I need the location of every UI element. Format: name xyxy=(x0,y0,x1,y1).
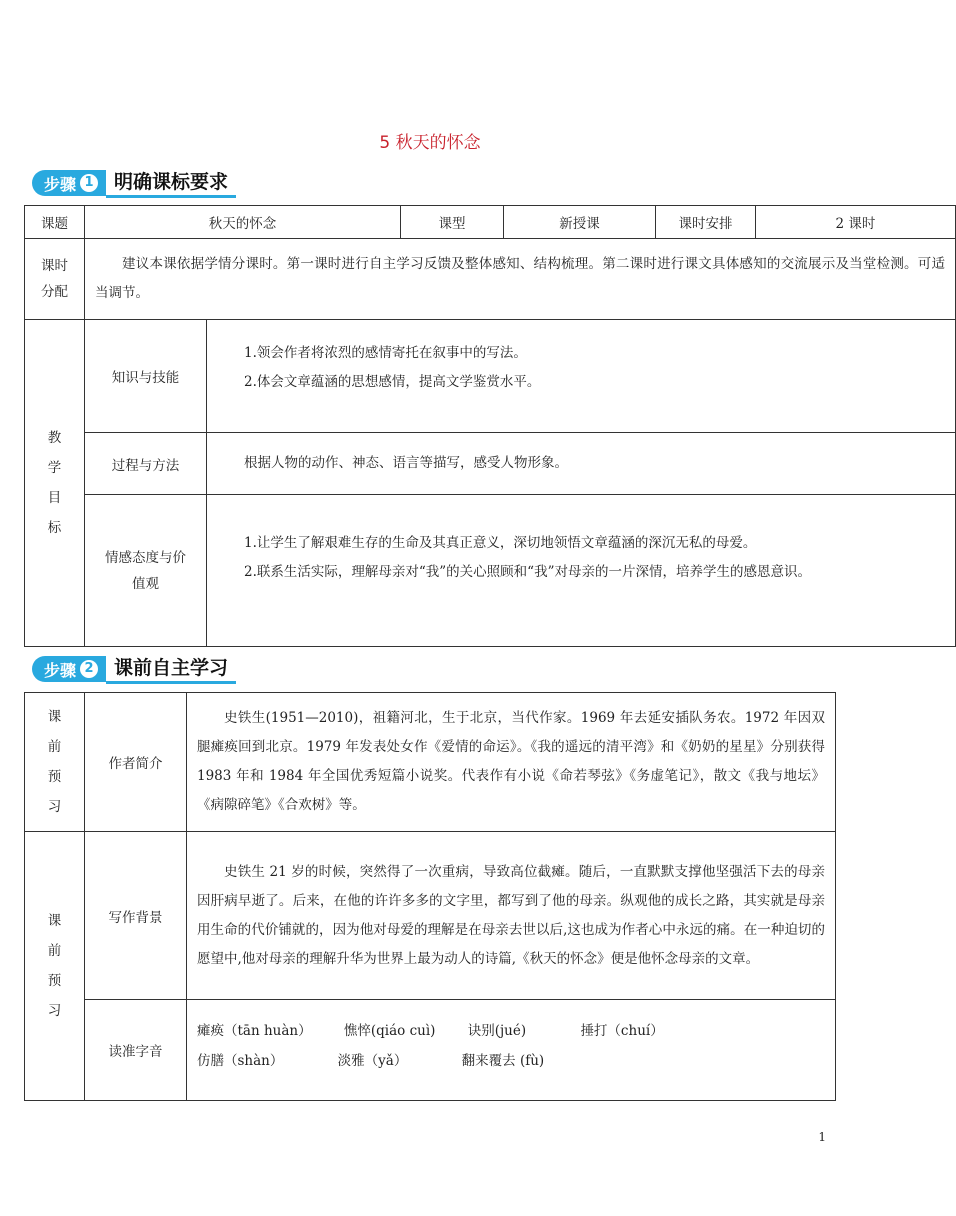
cell-pronounce-list xyxy=(187,1000,836,1101)
cell-schedule-label: 课时安排 xyxy=(656,206,756,239)
step-badge xyxy=(32,170,106,196)
table-row xyxy=(25,495,956,647)
goal-line: 2.联系生活实际，理解母亲对“我”的关心照顾和“我”对母亲的一片深情，培养学生的感恩意识。 xyxy=(244,563,811,580)
pronounce-item: 诀别(jué) xyxy=(467,1023,527,1039)
goal-line: 1.领会作者将浓烈的感情寄托在叙事中的写法。 xyxy=(244,345,527,361)
pronounce-item: 瘫痪（tān huàn） xyxy=(197,1023,312,1039)
step-number: 2 xyxy=(80,660,98,678)
pronounce-line xyxy=(197,1046,825,1076)
cell-background-label: 写作背景 xyxy=(85,832,187,1000)
cell-author-text: 史铁生(1951—2010)，祖籍河北，生于北京，当代作家。1969 年去延安插队务农。1972 年因双腿瘫痪回到北京。1979 年发表处女作《爱情的命运》。《我的遥远的清平湾》和《奶奶的星星》分别获得 1983 年和 1984 年全国优秀短篇小说奖。代表作有小说《命若琴弦》《务虚笔记》，散文《我与地坛》《病隙碎笔》《合欢树》等。 xyxy=(187,693,836,832)
table-row xyxy=(25,433,956,495)
cell-pronounce-label: 读准字音 xyxy=(85,1000,187,1101)
label-line: 课时 xyxy=(41,258,68,274)
goal-line: 2.体会文章蕴涵的思想感情，提高文学鉴赏水平。 xyxy=(244,374,541,390)
pronounce-item: 憔悴(qiáo cuì) xyxy=(343,1023,436,1039)
label-char: 前 xyxy=(47,943,62,959)
preview-table xyxy=(24,692,836,1101)
label-char: 前 xyxy=(47,739,62,755)
pronounce-item: 翻来覆去 (fù) xyxy=(461,1053,545,1069)
label-char: 标 xyxy=(47,520,62,536)
cell-type-label: 课型 xyxy=(401,206,504,239)
cell-goal-text xyxy=(207,433,956,495)
table-row xyxy=(25,1000,836,1101)
cell-goal-label: 过程与方法 xyxy=(85,433,207,495)
pronounce-line xyxy=(197,1016,825,1046)
pronounce-item: 淡雅（yǎ） xyxy=(337,1053,408,1069)
label-char: 学 xyxy=(47,460,62,476)
curriculum-table xyxy=(24,205,956,647)
cell-topic-label: 课题 xyxy=(25,206,85,239)
cell-allocation-text: 建议本课依据学情分课时。第一课时进行自主学习反馈及整体感知、结构梳理。第二课时进行课文具体感知的交流展示及当堂检测。可适当调节。 xyxy=(85,239,956,320)
step-2-header xyxy=(32,656,236,682)
page-number: 1 xyxy=(818,1130,826,1144)
cell-author-label: 作者简介 xyxy=(85,693,187,832)
label-char: 习 xyxy=(47,799,62,815)
pronounce-item: 仿膳（shàn） xyxy=(197,1053,284,1069)
step-1-header xyxy=(32,170,236,196)
label-line: 分配 xyxy=(41,284,68,300)
step-number: 1 xyxy=(80,174,98,192)
label-char: 教 xyxy=(47,430,62,446)
table-row xyxy=(25,832,836,1000)
pronounce-item: 捶打（chuí） xyxy=(580,1023,664,1039)
cell-topic-value: 秋天的怀念 xyxy=(85,206,401,239)
cell-type-value: 新授课 xyxy=(504,206,656,239)
table-row xyxy=(25,693,836,832)
label-char: 课 xyxy=(47,913,62,929)
step-badge-text: 步骤 xyxy=(44,174,77,194)
cell-goals-label xyxy=(25,320,85,647)
label-char: 习 xyxy=(47,1003,62,1019)
cell-goal-label: 知识与技能 xyxy=(85,320,207,433)
table-row xyxy=(25,320,956,433)
label-char: 预 xyxy=(47,769,62,785)
cell-background-text: 史铁生 21 岁的时候，突然得了一次重病，导致高位截瘫。随后，一直默默支撑他坚强活下去的母亲因肝病早逝了。后来，在他的许许多多的文字里，都写到了他的母亲。纵观他的成长之路，其实就是母亲用生命的代价铺就的，因为他对母爱的理解是在母亲去世以后,这也成为作者心中永远的痛。在一种迫切的愿望中,他对母亲的理解升华为世界上最为动人的诗篇,《秋天的怀念》便是他怀念母亲的文章。 xyxy=(187,832,836,1000)
step-badge-text: 步骤 xyxy=(44,660,77,680)
cell-group-label xyxy=(25,832,85,1101)
cell-goal-label: 情感态度与价值观 xyxy=(85,495,207,647)
table-row xyxy=(25,239,956,320)
goal-line: 1.让学生了解艰难生存的生命及其真正意义，深切地领悟文章蕴涵的深沉无私的母爱。 xyxy=(244,534,757,551)
cell-goal-text xyxy=(207,320,956,433)
label-char: 目 xyxy=(47,490,62,506)
page-title: 5 秋天的怀念 xyxy=(379,133,481,153)
cell-schedule-value: 2 课时 xyxy=(756,206,956,239)
step-badge xyxy=(32,656,106,682)
cell-allocation-label xyxy=(25,239,85,320)
label-char: 预 xyxy=(47,973,62,989)
cell-goal-text xyxy=(207,495,956,647)
step-label: 课前自主学习 xyxy=(106,655,236,684)
cell-group-label xyxy=(25,693,85,832)
step-label: 明确课标要求 xyxy=(106,169,236,198)
table-row xyxy=(25,206,956,239)
label-char: 课 xyxy=(47,709,62,725)
goal-line: 根据人物的动作、神态、语言等描写，感受人物形象。 xyxy=(244,455,568,471)
